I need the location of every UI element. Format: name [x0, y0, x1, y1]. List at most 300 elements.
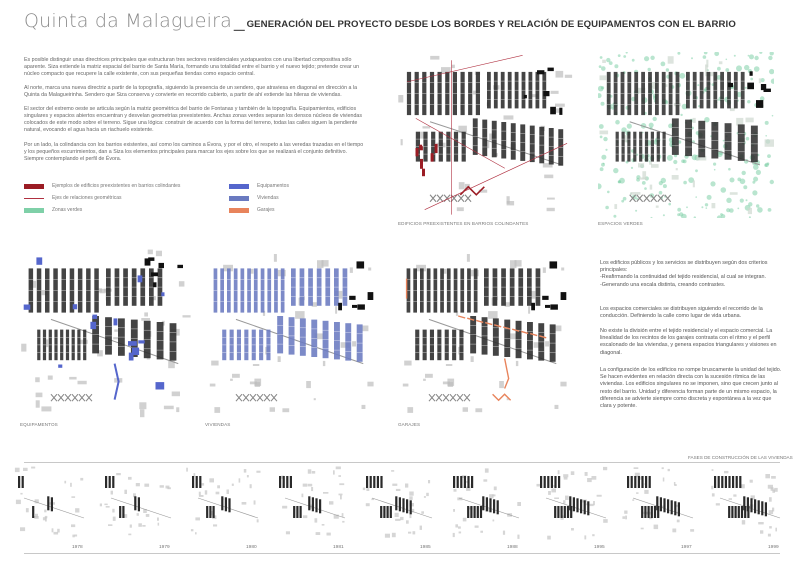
green-area — [768, 56, 772, 60]
equipment-building — [114, 318, 118, 325]
green-area — [601, 102, 605, 106]
neighbour-block — [507, 196, 510, 204]
map-garages — [398, 248, 570, 418]
housing-strip — [654, 506, 656, 518]
neighbour-block — [308, 484, 313, 487]
green-area — [728, 168, 731, 171]
neighbour-block — [140, 409, 144, 417]
right-text-p2: Los espacios comerciales se distribuyen siguiendo el recorrido de la conducción. Definiendo la calle como lugar de vida urbana. — [600, 306, 763, 320]
neighbour-block — [339, 494, 343, 496]
neighbour-block — [775, 528, 777, 532]
neighbour-block — [338, 475, 341, 477]
neighbour-block — [112, 509, 114, 513]
housing-strip — [395, 496, 397, 510]
housing-strip — [373, 476, 375, 488]
green-area — [626, 52, 628, 54]
neighbour-block — [100, 289, 107, 294]
housing-strip — [765, 502, 767, 516]
housing-strip — [119, 506, 121, 518]
housing-strip — [457, 476, 459, 488]
neighbour-block — [15, 468, 20, 472]
phase-year-label: 1981 — [333, 545, 344, 550]
green-area — [666, 68, 669, 71]
neighbour-block — [452, 65, 455, 68]
housing-strip — [736, 476, 738, 488]
housing-strip — [315, 498, 317, 512]
legend-housing-label: Viviendas — [257, 195, 279, 201]
neighbour-block — [113, 517, 116, 521]
green-area — [726, 59, 728, 61]
housing-strip — [296, 506, 298, 518]
green-area — [680, 114, 682, 116]
neighbour-block — [693, 118, 696, 123]
equipment-building — [161, 292, 164, 296]
neighbour-block — [602, 60, 606, 63]
neighbour-block — [396, 489, 401, 491]
caption-garages-map: GARAJES — [398, 422, 421, 427]
housing-strip — [312, 497, 314, 511]
legend-equip-swatch — [229, 184, 249, 189]
green-area — [730, 178, 735, 183]
neighbour-block — [544, 175, 553, 179]
neighbour-block — [458, 526, 461, 528]
phase-site-plan — [708, 466, 786, 542]
neighbour-block — [36, 393, 43, 398]
neighbour-block — [71, 524, 75, 527]
neighbour-block — [548, 491, 551, 495]
green-area — [734, 55, 736, 57]
green-area — [659, 181, 663, 185]
green-area — [754, 56, 758, 60]
neighbour-block — [603, 519, 608, 523]
neighbour-block — [409, 496, 412, 500]
equipment-building — [92, 315, 97, 319]
caption-green-map: ESPACIOS VERDES — [598, 221, 643, 226]
neighbour-block — [146, 514, 150, 517]
housing-strip — [567, 506, 569, 518]
neighbour-block — [547, 536, 551, 540]
neighbour-block — [409, 492, 413, 496]
phase-year-label: 1985 — [420, 545, 431, 550]
neighbour-block — [772, 490, 775, 493]
neighbour-block — [213, 524, 217, 526]
facility-block — [545, 305, 550, 308]
neighbour-block — [771, 476, 776, 479]
green-area — [705, 203, 708, 206]
neighbour-block — [186, 468, 188, 472]
neighbour-block — [565, 496, 569, 500]
neighbour-block — [404, 361, 411, 366]
right-text-block-1 — [600, 260, 782, 289]
neighbour-block — [650, 185, 653, 190]
neighbour-block — [590, 504, 594, 506]
neighbour-block — [564, 477, 568, 480]
neighbour-block — [730, 192, 738, 195]
housing-strip — [738, 506, 740, 518]
neighbour-block — [554, 498, 559, 500]
housing-strip — [561, 506, 563, 518]
facility-block — [531, 303, 535, 311]
legend-housing — [229, 195, 279, 201]
facility-block — [349, 296, 355, 300]
housing-strip — [319, 499, 321, 513]
neighbour-block — [421, 511, 424, 514]
neighbour-block — [400, 517, 403, 520]
neighbour-block — [195, 532, 197, 534]
aqueduct-motif — [86, 394, 92, 401]
map-equipments — [20, 248, 192, 418]
intro-paragraph-2: Al norte, marca una nueva directriz a partir de la topografía, siguiendo la presencia de un sendero, que atraviesa en diagonal en dirección a la Quinta da Malagueirinha. Sendero que Siza conserva y convierte en recorrido cubierto, a partir de ahí extiende las hileras de viviendas. — [24, 85, 358, 99]
green-area — [677, 52, 680, 55]
neighbour-block — [139, 402, 146, 409]
housing-strip — [649, 476, 651, 488]
housing-strip — [631, 476, 633, 488]
housing-strip — [366, 476, 368, 488]
neighbour-block — [21, 344, 26, 352]
housing-strip — [134, 496, 136, 510]
site-plan — [21, 250, 190, 418]
facility-block — [338, 303, 342, 311]
neighbour-block — [592, 534, 594, 536]
neighbour-block — [227, 490, 230, 495]
green-area — [642, 181, 646, 185]
neighbour-block — [250, 484, 252, 488]
neighbour-block — [216, 492, 220, 495]
neighbour-block — [44, 510, 46, 513]
housing-strip — [728, 506, 730, 518]
green-area — [740, 199, 744, 203]
neighbour-block — [176, 407, 179, 412]
neighbour-block — [339, 483, 344, 485]
housing-strip — [18, 476, 20, 488]
neighbour-block — [641, 528, 644, 530]
housing-strip — [634, 476, 636, 488]
neighbour-block — [303, 484, 308, 487]
green-area — [767, 162, 770, 165]
neighbour-block — [467, 254, 470, 262]
housing-strip — [192, 476, 194, 488]
aqueduct-motif — [51, 394, 57, 401]
neighbour-block — [705, 65, 708, 72]
green-area — [605, 206, 609, 210]
neighbour-block — [405, 484, 408, 488]
neighbour-block — [651, 164, 659, 168]
green-area — [659, 191, 663, 195]
neighbour-block — [106, 506, 110, 508]
neighbour-block — [314, 398, 316, 400]
neighbour-block — [571, 528, 574, 531]
neighbour-block — [36, 400, 40, 407]
housing-strip — [467, 476, 469, 488]
legend-housing-swatch — [229, 196, 249, 201]
aqueduct-motif — [264, 394, 270, 401]
housing-strip — [641, 476, 643, 488]
phase-plan — [363, 470, 432, 538]
legend-equip-label: Equipamentos — [257, 183, 289, 189]
neighbour-block — [362, 326, 368, 332]
housing-strip — [228, 498, 230, 512]
neighbour-block — [368, 268, 371, 271]
housing-strip — [663, 498, 665, 512]
neighbour-block — [733, 494, 736, 496]
green-area — [772, 115, 774, 117]
caption-housing-map: VIVIENDAS — [205, 422, 231, 427]
aqueduct-motif — [464, 394, 470, 401]
housing-strip — [122, 506, 124, 518]
neighbour-block — [312, 471, 315, 474]
neighbour-block — [716, 503, 720, 505]
housing-strip — [390, 506, 392, 518]
aqueduct-motif — [271, 394, 277, 401]
housing-strip — [138, 497, 140, 511]
aqueduct-motif — [257, 394, 263, 401]
housing-strip — [482, 496, 484, 510]
green-area — [615, 120, 620, 125]
green-area — [623, 55, 626, 58]
facility-block — [153, 282, 156, 287]
green-area — [673, 160, 677, 164]
neighbour-block — [690, 529, 694, 532]
phase-thumbnail — [186, 466, 264, 542]
housing-strip — [279, 476, 281, 488]
green-area — [623, 197, 627, 201]
housing-strip — [399, 497, 401, 511]
neighbour-block — [199, 495, 204, 497]
neighbour-block — [423, 126, 431, 128]
legend-garages — [229, 207, 275, 213]
neighbour-block — [408, 532, 411, 534]
phase-plan — [186, 468, 260, 535]
housing-strip — [467, 506, 469, 518]
aqueduct-motif — [79, 394, 85, 401]
neighbour-block — [20, 527, 25, 531]
green-area — [644, 187, 647, 190]
existing-building — [431, 153, 434, 161]
neighbour-block — [362, 405, 366, 409]
housing-strip — [754, 499, 756, 513]
phase-year-label: 1988 — [507, 545, 518, 550]
neighbour-block — [179, 281, 185, 286]
neighbour-block — [128, 534, 131, 536]
green-area — [717, 99, 719, 101]
green-area — [694, 216, 696, 218]
neighbour-block — [323, 492, 328, 494]
neighbour-block — [100, 504, 102, 507]
neighbour-block — [724, 471, 728, 473]
aqueduct-motif — [243, 394, 249, 401]
neighbour-block — [54, 532, 59, 535]
green-area — [651, 217, 653, 218]
legend-green — [24, 207, 82, 213]
green-area — [747, 100, 750, 103]
neighbour-block — [392, 484, 397, 486]
green-area — [769, 69, 774, 74]
neighbour-block — [584, 535, 586, 539]
neighbour-block — [712, 493, 715, 496]
housing-strip — [199, 476, 201, 488]
neighbour-block — [70, 483, 72, 487]
neighbour-block — [282, 408, 289, 412]
neighbour-block — [425, 374, 433, 378]
neighbour-block — [210, 384, 216, 387]
legend-axes-label: Ejes de relaciones geométricas — [52, 195, 122, 201]
neighbour-block — [111, 491, 113, 495]
green-area — [661, 62, 666, 67]
green-area — [768, 208, 772, 212]
facility-block — [548, 68, 554, 72]
housing-strip — [300, 506, 302, 518]
green-area — [713, 163, 716, 166]
neighbour-block — [137, 513, 139, 516]
legend-existing-swatch — [24, 184, 44, 189]
neighbour-block — [35, 514, 38, 518]
green-area — [663, 214, 665, 216]
caption-existing-map: EDIFICIOS PREEXISTENTES EN BARRIOS COLINDANTES — [398, 221, 529, 226]
legend — [24, 183, 384, 223]
neighbour-block — [31, 467, 35, 469]
housing-strip — [406, 499, 408, 513]
housing-strip — [387, 506, 389, 518]
green-area — [717, 67, 721, 71]
neighbour-block — [335, 306, 337, 314]
phases-rule-bottom — [24, 553, 780, 554]
aqueduct-motif — [58, 394, 64, 401]
aqueduct-motif — [443, 394, 449, 401]
neighbour-block — [315, 518, 318, 522]
equipment-building — [138, 340, 144, 343]
housing-strip — [283, 476, 285, 488]
housing-strip — [645, 476, 647, 488]
neighbour-block — [366, 503, 370, 506]
neighbour-block — [257, 519, 259, 522]
green-area — [598, 86, 604, 92]
green-area — [770, 52, 774, 56]
neighbour-block — [278, 356, 281, 362]
neighbour-block — [426, 493, 429, 496]
neighbour-block — [510, 260, 517, 268]
neighbour-block — [503, 531, 505, 535]
housing-strip — [480, 506, 482, 518]
phase-thumbnail — [360, 466, 438, 542]
title-subtitle: GENERACIÓN DEL PROYECTO DESDE LOS BORDES Y RELACIÓN DE EQUIPAMENTOS CON EL BARRIO — [246, 19, 736, 30]
neighbour-block — [560, 382, 566, 387]
phase-year-label: 1999 — [768, 545, 779, 550]
phase-thumbnail — [99, 466, 177, 542]
housing-strip — [660, 497, 662, 511]
neighbour-block — [52, 528, 54, 532]
phase-site-plan — [273, 466, 351, 542]
site-plan — [210, 254, 374, 413]
housing-strip — [758, 500, 760, 514]
neighbour-block — [124, 490, 127, 494]
green-area — [613, 215, 616, 218]
housing-strip — [641, 506, 643, 518]
facility-block — [148, 257, 154, 261]
green-area — [667, 155, 673, 161]
housing-strip — [213, 506, 215, 518]
neighbour-block — [157, 518, 159, 521]
neighbour-block — [499, 381, 504, 388]
existing-building — [435, 144, 438, 153]
neighbour-block — [311, 487, 313, 491]
neighbour-block — [23, 468, 28, 471]
neighbour-block — [108, 524, 112, 526]
neighbour-block — [547, 198, 555, 200]
green-area — [706, 207, 708, 209]
equipment-building — [36, 257, 42, 264]
housing-strip — [554, 506, 556, 518]
phase-site-plan — [12, 466, 90, 542]
green-area — [691, 57, 693, 59]
green-area — [710, 181, 715, 186]
neighbour-block — [634, 467, 639, 469]
legend-green-swatch — [24, 208, 44, 213]
housing-strip — [470, 506, 472, 518]
green-area — [677, 208, 681, 212]
housing-strip — [584, 500, 586, 514]
neighbour-block — [72, 535, 74, 538]
housing-strip — [32, 506, 34, 518]
neighbour-block — [587, 478, 592, 482]
map-green-spaces — [598, 52, 774, 218]
neighbour-block — [391, 470, 394, 472]
green-area — [627, 124, 632, 129]
green-area — [745, 87, 747, 89]
page-title — [24, 10, 736, 33]
neighbour-block — [638, 163, 644, 167]
housing-strip — [497, 500, 499, 514]
neighbour-block — [459, 182, 465, 189]
neighbour-block — [693, 181, 695, 188]
neighbour-block — [555, 405, 559, 409]
facility-block — [756, 100, 763, 108]
aqueduct-motif — [65, 394, 71, 401]
green-area — [767, 154, 771, 158]
facility-block — [177, 265, 183, 268]
neighbour-block — [195, 517, 200, 520]
housing-strip — [747, 506, 749, 518]
neighbour-block — [270, 407, 275, 412]
neighbour-block — [406, 520, 409, 523]
neighbour-block — [571, 471, 575, 475]
phase-plan — [100, 473, 171, 535]
facility-block — [747, 83, 754, 90]
phase-thumbnail — [534, 466, 612, 542]
green-area — [748, 202, 752, 206]
neighbour-block — [136, 483, 140, 486]
site-plan — [398, 55, 572, 214]
green-area — [601, 163, 605, 167]
housing-strip — [674, 501, 676, 515]
neighbour-block — [327, 533, 331, 536]
housing-strip — [471, 476, 473, 488]
green-area — [649, 160, 651, 162]
phase-site-plan — [621, 466, 699, 542]
legend-equip — [229, 183, 289, 189]
neighbour-block — [142, 525, 145, 527]
green-area — [650, 56, 654, 60]
equipment-building — [132, 348, 139, 355]
neighbour-block — [494, 487, 497, 491]
equipment-building — [90, 322, 96, 329]
neighbour-block — [769, 526, 772, 528]
green-area — [726, 208, 730, 212]
green-area — [761, 78, 765, 82]
housing-strip — [648, 506, 650, 518]
housing-strip — [109, 476, 111, 488]
neighbour-block — [80, 478, 83, 481]
neighbour-block — [656, 206, 659, 208]
